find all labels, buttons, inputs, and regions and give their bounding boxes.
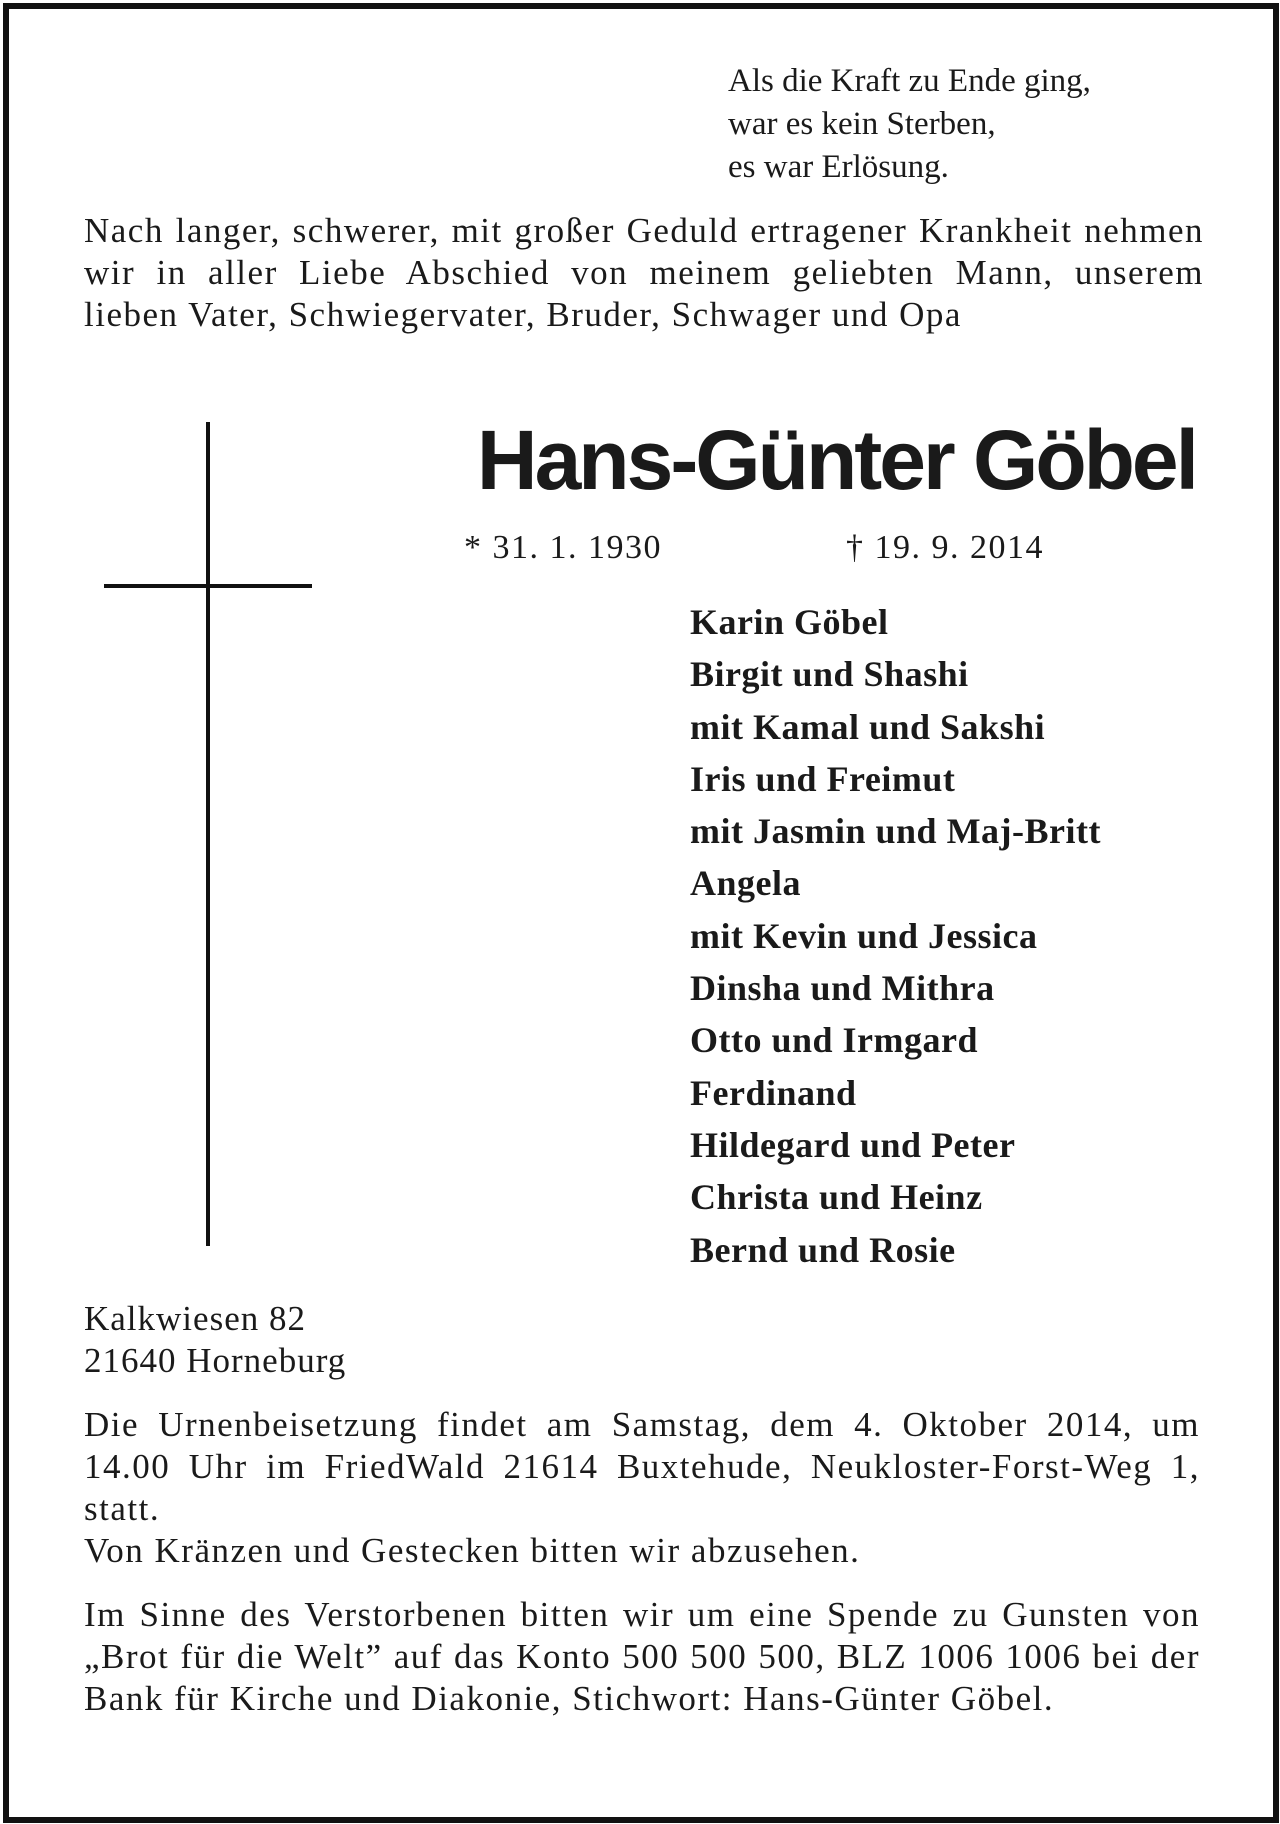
mourners-list [690,596,1101,1276]
mourner: Birgit und Shashi [690,654,969,695]
mourner: Hildegard und Peter [690,1124,1016,1165]
mourner: Iris und Freimut [690,758,956,799]
mourner: mit Kevin und Jessica [690,915,1038,956]
wreaths-note: Von Kränzen und Gestecken bitten wir abzusehen. [84,1531,861,1570]
cross-icon-bar [104,584,312,588]
address [84,1298,346,1382]
mourner: Angela [690,863,801,904]
death-date: † 19. 9. 2014 [846,529,1044,566]
mourner: Ferdinand [690,1072,857,1113]
birth-date: * 31. 1. 1930 [464,529,662,566]
mourner: Christa und Heinz [690,1177,983,1218]
motto-line: war es kein Sterben, [728,106,996,142]
burial-info: Die Urnenbeisetzung findet am Samstag, dem 4. Oktober 2014, um 14.00 Uhr im FriedWald 21614 Buxtehude, Neukloster-Forst-Weg 1, statt. [84,1405,1200,1528]
motto-line: Als die Kraft zu Ende ging, [728,63,1091,99]
donation-info: Im Sinne des Verstorbenen bitten wir um eine Spende zu Gunsten von „Brot für die Welt” auf das Konto 500 500 500, BLZ 1006 1006 bei der Bank für Kirche und Diakonie, Stichwort: Hans-Günter Göbel. [84,1595,1200,1718]
cross-icon [206,422,210,1246]
mourner: mit Jasmin und Maj-Britt [690,811,1101,852]
address-street: Kalkwiesen 82 [84,1299,306,1338]
deceased-name: Hans-Günter Göbel [476,413,1196,507]
motto [728,60,1091,189]
mourner: Bernd und Rosie [690,1229,956,1270]
mourner: Karin Göbel [690,602,889,642]
mourner: Otto und Irmgard [690,1020,979,1061]
mourner: Dinsha und Mithra [690,968,995,1009]
mourner: mit Kamal und Sakshi [690,706,1046,747]
intro-text: Nach langer, schwerer, mit großer Geduld ertragener Krankheit nehmen wir in aller Liebe Abschied von meinem geliebten Mann, unserem lieben Vater, Schwiegervater, Bruder, Schwager und Opa [84,211,1204,334]
motto-line: es war Erlösung. [728,149,949,185]
address-city: 21640 Horneburg [84,1341,347,1380]
